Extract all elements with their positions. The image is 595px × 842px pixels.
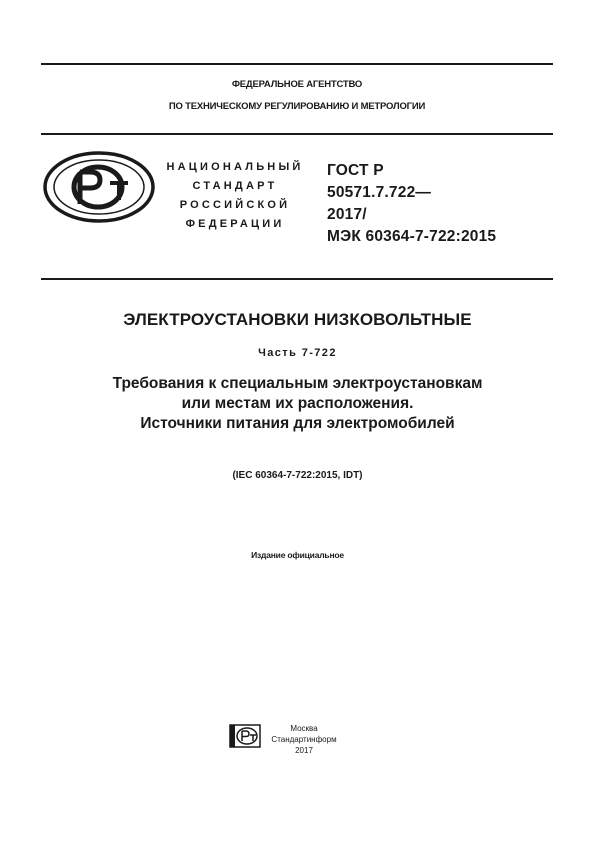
designation-line1: ГОСТ Р [327,162,384,179]
agency-name-line2: ПО ТЕХНИЧЕСКОМУ РЕГУЛИРОВАНИЮ И МЕТРОЛОГИИ [168,101,426,112]
national-line2: СТАНДАРТ [192,180,278,192]
subtitle-line3: Источники питания для электромобилей [140,415,455,432]
agency-name-line1: ФЕДЕРАЛЬНОЕ АГЕНТСТВО [231,79,363,90]
designation-line3: 2017/ [327,206,367,223]
publisher-year: 2017 [295,746,313,755]
part-number: Часть 7-722 [258,347,337,359]
publisher-imprint [264,723,344,756]
national-line4: ФЕДЕРАЦИИ [185,218,285,230]
designation-line2: 50571.7.722— [327,184,432,201]
subtitle-line2: или местам их расположения. [181,395,414,412]
subtitle-line1: Требования к специальным электроустановкам [112,375,483,392]
national-standard-label [160,158,310,234]
document-title: ЭЛЕКТРОУСТАНОВКИ НИЗКОВОЛЬТНЫЕ [123,310,472,329]
edition-label: Издание официальное [251,550,344,560]
national-line1: НАЦИОНАЛЬНЫЙ [166,161,304,173]
designation-line4: МЭК 60364-7-722:2015 [327,228,497,245]
document-subtitle [0,374,595,434]
bottom-rule [41,278,553,280]
national-line3: РОССИЙСКОЙ [179,199,291,211]
iec-reference: (IEC 60364-7-722:2015, IDT) [232,470,363,481]
standartinform-logo-icon [229,724,261,748]
publisher-city: Москва [290,724,318,733]
publisher-name: Стандартинформ [271,735,337,744]
standard-designation [327,160,547,248]
rst-certification-mark-icon [42,150,156,224]
middle-rule [41,133,553,135]
top-rule [41,63,553,65]
